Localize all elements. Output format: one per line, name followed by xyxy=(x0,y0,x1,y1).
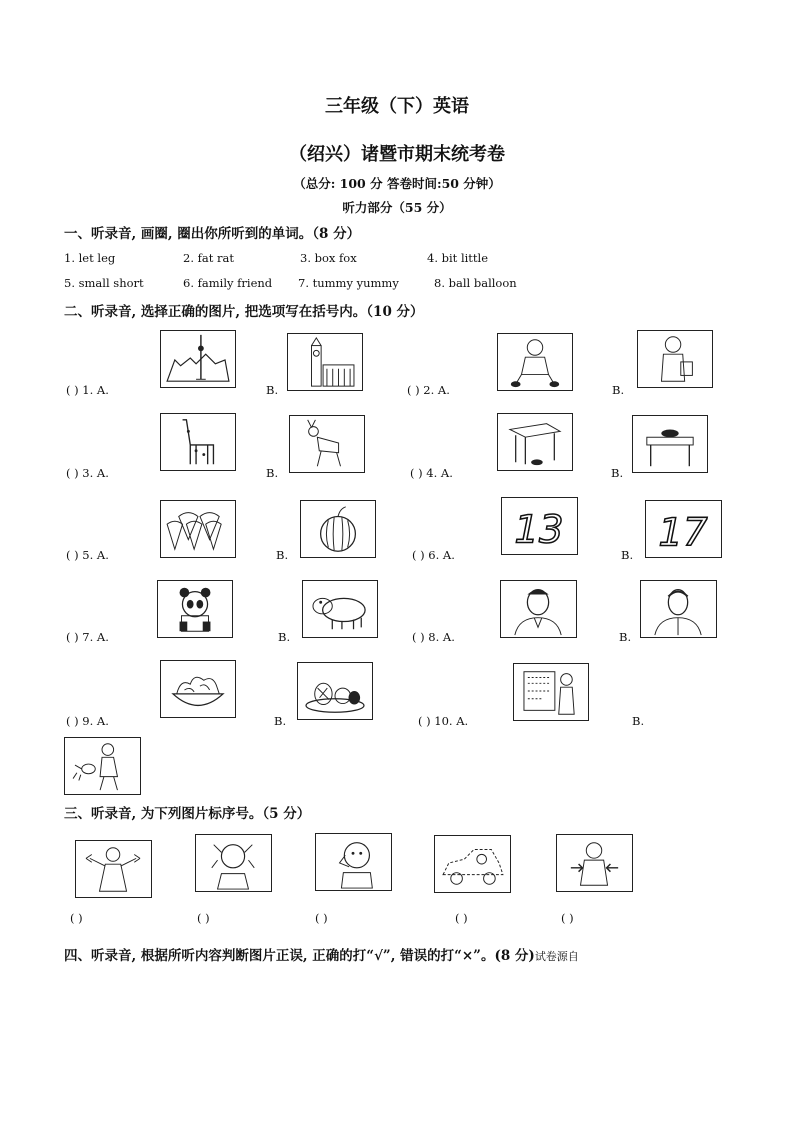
word-pair-7: 7. tummy yummy xyxy=(298,276,399,290)
q10-option-b: B. xyxy=(632,714,645,728)
q1-option-b: B. xyxy=(266,383,279,397)
watermelon-picture xyxy=(300,500,376,558)
q5-option-b: B. xyxy=(276,548,289,562)
word-pair-8: 8. ball balloon xyxy=(434,276,517,290)
q2-label: ( ) 2. A. xyxy=(407,383,450,397)
part-heading: 听力部分（55 分） xyxy=(342,200,452,215)
man-portrait-a-picture xyxy=(500,580,577,638)
man-portrait-b-picture xyxy=(640,580,717,638)
q10-label: ( ) 10. A. xyxy=(418,714,469,728)
answer-blank-5[interactable]: ( ) xyxy=(561,911,574,925)
section2-heading: 二、听录音, 选择正确的图片, 把选项写在括号内。（10 分） xyxy=(64,304,424,320)
deer-picture xyxy=(289,415,365,473)
word-pair-4: 4. bit little xyxy=(427,251,489,265)
q7-label: ( ) 7. A. xyxy=(66,630,109,644)
tower-picture xyxy=(160,330,236,388)
word-pair-1: 1. let leg xyxy=(64,251,116,265)
word-pair-3: 3. box fox xyxy=(300,251,357,265)
boy-in-car-picture xyxy=(434,835,511,893)
q9-option-b: B. xyxy=(274,714,287,728)
number-17-text: 17 xyxy=(658,510,708,556)
table-with-hat-picture xyxy=(632,415,708,473)
section1-heading: 一、听录音, 画圈, 圈出你所听到的单词。（8 分） xyxy=(64,226,361,242)
q2-option-b: B. xyxy=(612,383,625,397)
panda-picture xyxy=(157,580,233,638)
hippo-picture xyxy=(302,580,378,638)
section4-heading-text: 四、听录音, 根据所听内容判断图片正误, 正确的打“√”, 错误的打“×”。(8 分) xyxy=(64,948,535,964)
giraffe-picture xyxy=(160,413,236,471)
q8-option-b: B. xyxy=(619,630,632,644)
answer-blank-2[interactable]: ( ) xyxy=(197,911,210,925)
section4-trailing-text: 试卷源自 xyxy=(534,950,579,963)
boy-touching-face-picture xyxy=(315,833,392,891)
q3-option-b: B. xyxy=(266,466,279,480)
answer-blank-1[interactable]: ( ) xyxy=(70,911,83,925)
q7-option-b: B. xyxy=(278,630,291,644)
sitting-boy-picture xyxy=(497,333,573,391)
q4-option-b: B. xyxy=(611,466,624,480)
desk-picture xyxy=(497,413,573,471)
q5-label: ( ) 5. A. xyxy=(66,548,109,562)
strawberries-picture xyxy=(160,500,236,558)
salad-picture xyxy=(160,660,236,718)
exam-meta: （总分: 100 分 答卷时间:50 分钟） xyxy=(293,176,501,191)
q6-option-b: B. xyxy=(621,548,634,562)
number-13-text: 13 xyxy=(514,507,564,553)
boy-with-bag-picture xyxy=(637,330,713,388)
number-13-picture xyxy=(501,497,578,555)
q1-label: ( ) 1. A. xyxy=(66,383,109,397)
number-17-picture xyxy=(645,500,722,558)
section3-heading: 三、听录音, 为下列图片标序号。（5 分） xyxy=(64,806,311,822)
word-pair-5: 5. small short xyxy=(64,276,144,290)
boy-watering-picture xyxy=(64,737,141,795)
boy-arms-in-picture xyxy=(556,834,633,892)
q8-label: ( ) 8. A. xyxy=(412,630,455,644)
man-with-map-picture xyxy=(513,663,589,721)
section4-heading xyxy=(64,944,579,964)
q9-label: ( ) 9. A. xyxy=(66,714,109,728)
q6-label: ( ) 6. A. xyxy=(412,548,455,562)
page-title: 三年级（下）英语 xyxy=(325,96,469,117)
fruit-plate-picture xyxy=(297,662,373,720)
exam-subtitle: （绍兴）诸暨市期末统考卷 xyxy=(289,144,505,165)
q4-label: ( ) 4. A. xyxy=(410,466,453,480)
word-pair-6: 6. family friend xyxy=(183,276,273,290)
girl-touching-ears-picture xyxy=(195,834,272,892)
q3-label: ( ) 3. A. xyxy=(66,466,109,480)
answer-blank-3[interactable]: ( ) xyxy=(315,911,328,925)
answer-blank-4[interactable]: ( ) xyxy=(455,911,468,925)
big-ben-picture xyxy=(287,333,363,391)
girl-dancing-picture xyxy=(75,840,152,898)
word-pair-2: 2. fat rat xyxy=(183,251,234,265)
